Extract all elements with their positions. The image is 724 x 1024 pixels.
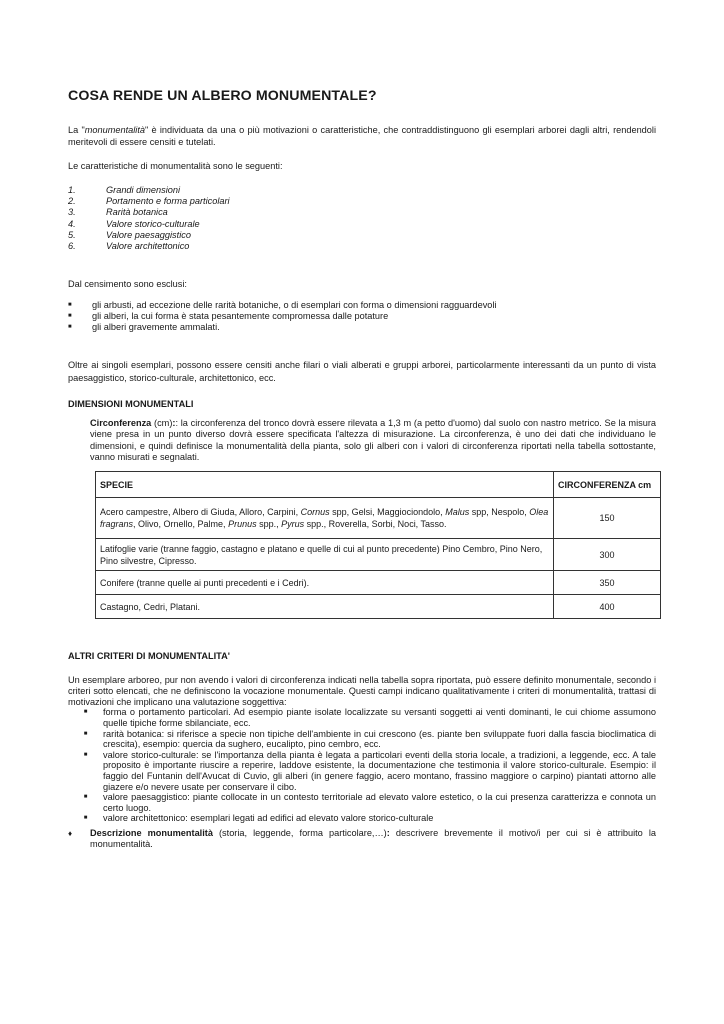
square-bullet-icon: ■ [83,815,88,822]
intro-post: " è individuata da una o più motivazioni o caratteristiche, che contraddistinguono gli esemplari arborei dagli altri, rendendoli meritevoli di essere censiti e tutelati. [68,125,656,147]
list-item: 5. Valore paesaggistico [68,229,191,240]
table-row [96,539,661,571]
intro-pre: La " [68,125,85,135]
other-criteria-intro: Un esemplare arboreo, pur non avendo i valori di circonferenza indicati nella tabella sopra riportata, può essere definito monumentale, secondo i criteri sotto elencati, che ne definiscono la vocazione monumentale. Questi campi indicano qualitativamente i criteri di monumentalità, trattasi di motivazioni che implicano una valutazione soggettiva: [68,675,656,707]
features-intro: Le caratteristiche di monumentalità sono le seguenti: [68,161,283,171]
circumference-table [95,471,661,619]
list-item: 2. Portamento e forma particolari [68,196,230,207]
intro-emphasis: monumentalità [84,125,145,135]
table-cell-species: Conifere (tranne quelle ai punti precedenti e i Cedri). [96,571,554,595]
square-bullet-icon: ■ [83,751,88,758]
circumference-paragraph: Circonferenza (cm):: la circonferenza del tronco dovrà essere rilevata a 1,3 m (a petto d'uomo) dal suolo con nastro metrico. Se la misura viene presa in un punto diverso dovrà essere specificata l'altezza di misurazione. La circonferenza, è uno dei dati che individuano le dimensioni, e quindi definisce la monumentalità della pianta, solo gli alberi con i valori di circonferenza riportati nella tabella sottostante, vanno misurati e segnalati. [90,418,656,462]
square-bullet-icon: ■ [83,730,88,737]
table-cell-value: 350 [554,571,661,595]
excluded-intro: Dal censimento sono esclusi: [68,279,187,290]
list-item: 4. Valore storico-culturale [68,218,200,229]
square-bullet-icon: ■ [68,313,72,320]
section-title-other-criteria: ALTRI CRITERI DI MONUMENTALITA' [68,651,230,662]
list-item: ■ gli alberi, la cui forma è stata pesantemente compromessa dalle potature [68,311,389,322]
table-cell-value: 300 [554,539,661,571]
list-item: ■ gli alberi gravemente ammalati. [68,322,220,333]
table-cell-value: 400 [554,595,661,619]
square-bullet-icon: ■ [83,794,88,801]
description-item: ♦ Descrizione monumentalità (storia, leggende, forma particolare,…): descrivere brevemente il motivo/i per cui si è attribuito la monumentalità. [68,828,656,850]
list-item: ■ gli arbusti, ad eccezione delle rarità botaniche, o di esemplari con forma o dimensioni ragguardevoli [68,300,497,311]
list-item: ■ valore paesaggistico: piante collocate in un contesto territoriale ad elevato valore estetico, o la cui presenza caratterizza e connota un certo luogo. [68,792,656,813]
table-row [96,571,661,595]
list-item: 6. Valore architettonico [68,241,190,252]
page-title: COSA RENDE UN ALBERO MONUMENTALE? [68,88,377,104]
list-item: ■ valore architettonico: esemplari legati ad edifici ad elevato valore storico-culturale [68,813,656,824]
square-bullet-icon: ■ [68,302,72,309]
other-singles-paragraph: Oltre ai singoli esemplari, possono essere censiti anche filari o viali alberati e gruppi arborei, particolarmente interessanti da un punto di vista paesaggistico, storico-culturale, architettonico, ecc. [68,360,656,384]
table-header-row [96,472,661,498]
table-cell-species: Latifoglie varie (tranne faggio, castagno e platano e quelle di cui al punto precedente) Pino Cembro, Pino Nero, Pino silvestre, Cipresso. [96,539,554,571]
table-row [96,595,661,619]
list-item: 1. Grandi dimensioni [68,185,181,195]
list-item: 3. Rarità botanica [68,207,168,218]
square-bullet-icon: ■ [68,324,72,331]
features-list [68,185,656,252]
table-cell-species: Acero campestre, Albero di Giuda, Alloro, Carpini, Cornus spp, Gelsi, Maggiociondolo, Malus spp, Nespolo, Olea fragrans, Olivo, Ornello, Palme, Prunus spp., Pyrus spp., Roverella, Sorbi, Noci, Tasso. [96,498,554,539]
section-title-dimensions: DIMENSIONI MONUMENTALI [68,399,194,410]
criteria-list [68,707,656,824]
list-item: ■ forma o portamento particolari. Ad esempio piante isolate localizzate su versanti soggetti ai venti dominanti, le cui chiome assumono quelle tipiche forme sbilanciate, ecc. [68,707,656,728]
column-header: SPECIE [96,472,554,498]
table-cell-value: 150 [554,498,661,539]
list-item: ■ valore storico-culturale: se l'importanza della pianta è legata a particolari eventi della storia locale, a tradizioni, a leggende, ecc. A tale proposito è importante riuscire a reperire, laddove esistente, la documentazione che testimonia il valore storico-culturale. Esempio: il faggio del Funtanin dell'Avucat di Cuvio, gli alberi (in genere faggio, acero montano, frassino maggiore o carpino) piantati attorno alle giazere e/o nevere usate per conservare il cibo. [68,750,656,792]
excluded-list [68,300,656,333]
intro-paragraph [68,124,656,148]
document-page [68,88,656,850]
column-header: CIRCONFERENZA cm [554,472,661,498]
list-item: ■ rarità botanica: si riferisce a specie non tipiche dell'ambiente in cui crescono (es. piante ben sviluppate fuori dalla fascia bioclimatica di crescita), esempio: quercia da sughero, eucalipto, pino cembro, ecc. [68,729,656,750]
table-row [96,498,661,539]
square-bullet-icon: ■ [83,709,88,716]
table-cell-species: Castagno, Cedri, Platani. [96,595,554,619]
diamond-bullet-icon: ♦ [68,829,73,839]
